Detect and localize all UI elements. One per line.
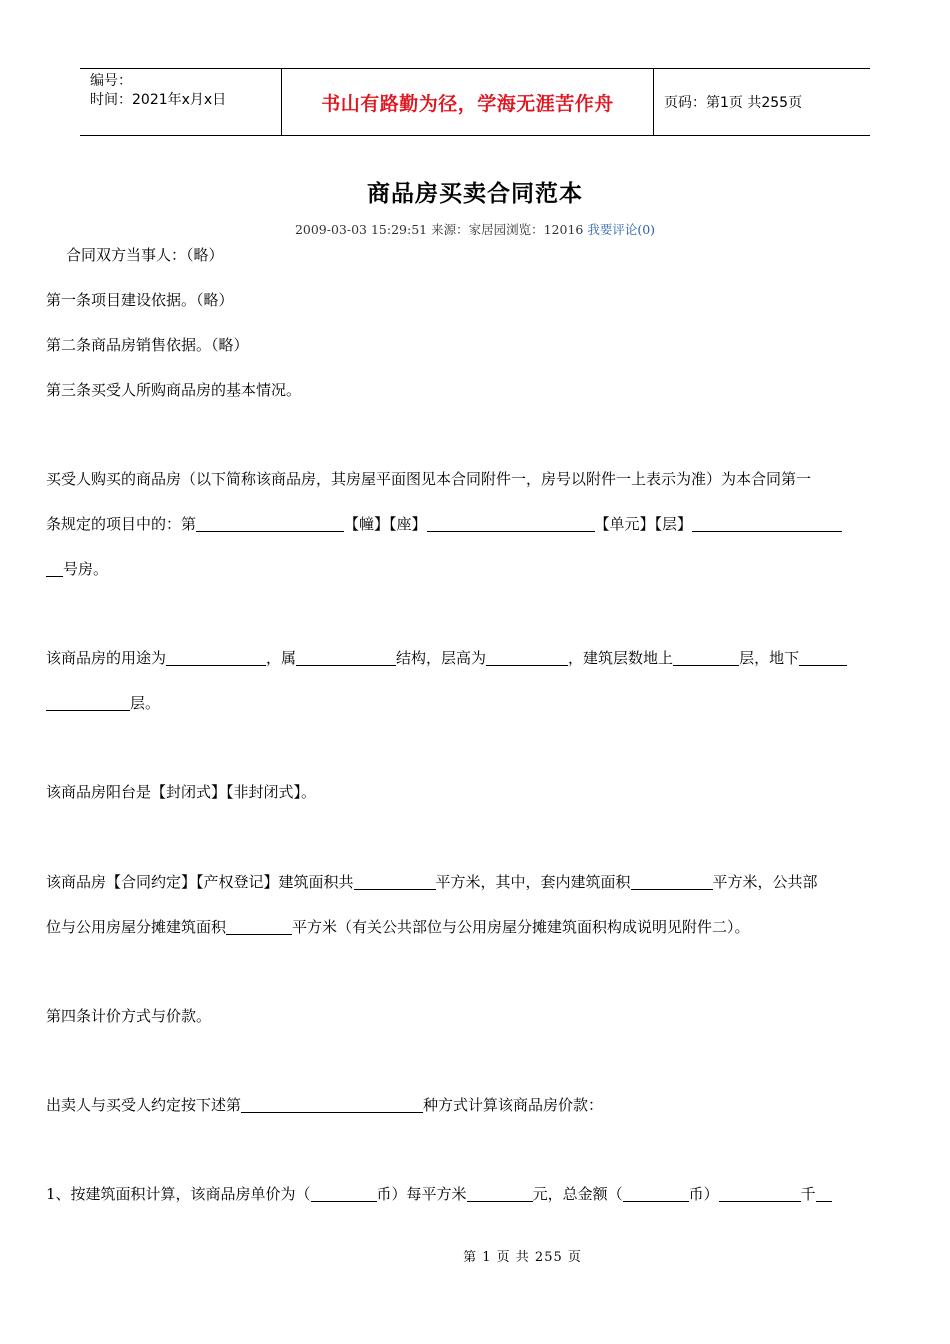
p5-text-b: 种方式计算该商品房价款： bbox=[423, 1096, 604, 1114]
p6-text-d: 币） bbox=[688, 1185, 719, 1203]
p6-text-b: 币）每平方米 bbox=[376, 1185, 467, 1203]
header-motto: 书山有路勤为径，学海无涯苦作舟 bbox=[281, 69, 654, 135]
p1-text-c: 【单元】【层】 bbox=[594, 515, 693, 533]
p2-text-f: 层。 bbox=[130, 694, 161, 712]
paragraph-3: 该商品房阳台是【封闭式】【非封闭式】。 bbox=[46, 783, 317, 801]
blank-floors-below-a[interactable] bbox=[799, 648, 847, 666]
blank-total-area[interactable] bbox=[354, 872, 436, 890]
header-time-label: 时间：2021年x月x日 bbox=[90, 92, 227, 108]
p2-text-c: 结构，层高为 bbox=[396, 649, 487, 667]
p2-text-a: 该商品房的用途为 bbox=[46, 649, 167, 667]
blank-floor-number[interactable] bbox=[692, 514, 842, 532]
p4-text-e: 平方米（有关公共部位与公用房屋分摊建筑面积构成说明见附件二）。 bbox=[292, 918, 750, 936]
paragraph-1-line-2 bbox=[46, 513, 906, 536]
blank-floors-below-b[interactable] bbox=[46, 693, 130, 711]
paragraph-4-line-2 bbox=[46, 916, 906, 939]
blank-currency-1[interactable] bbox=[311, 1184, 377, 1202]
blank-hundreds[interactable] bbox=[816, 1184, 832, 1202]
p6-text-a: 1、按建筑面积计算，该商品房单价为（ bbox=[46, 1185, 311, 1203]
p1-text-d: 号房。 bbox=[63, 560, 109, 578]
blank-room-number[interactable] bbox=[46, 559, 63, 577]
article-4: 第四条计价方式与价款。 bbox=[46, 1007, 212, 1025]
blank-usage[interactable] bbox=[166, 648, 266, 666]
blank-floor-height[interactable] bbox=[486, 648, 568, 666]
p2-text-e: 层，地下 bbox=[739, 649, 800, 667]
p1-text-b: 【幢】【座】 bbox=[344, 515, 427, 533]
p2-text-d: ，建筑层数地上 bbox=[568, 649, 674, 667]
header-left-cell bbox=[80, 69, 281, 135]
document-title: 商品房买卖合同范本 bbox=[367, 180, 583, 207]
blank-currency-2[interactable] bbox=[623, 1184, 689, 1202]
p4-text-c: 平方米，公共部 bbox=[712, 873, 818, 891]
header-number-label: 编号： bbox=[90, 73, 132, 89]
page-header bbox=[80, 68, 870, 136]
blank-building-number[interactable] bbox=[196, 514, 344, 532]
blank-structure[interactable] bbox=[296, 648, 396, 666]
blank-unit-price[interactable] bbox=[467, 1184, 533, 1202]
comment-link[interactable]: 我要评论(0) bbox=[587, 222, 656, 237]
paragraph-1-line-1: 买受人购买的商品房（以下简称该商品房，其房屋平面图见本合同附件一，房号以附件一上表示为准）为本合同第一 bbox=[46, 470, 812, 488]
article-1: 第一条项目建设依据。（略） bbox=[46, 291, 234, 309]
paragraph-4-line-1 bbox=[46, 871, 906, 894]
paragraph-1-line-3 bbox=[46, 558, 906, 581]
blank-method-number[interactable] bbox=[241, 1095, 423, 1113]
paragraph-2-line-1 bbox=[46, 647, 906, 670]
paragraph-5 bbox=[46, 1094, 906, 1117]
meta-text: 2009-03-03 15:29:51 来源：家居园浏览：12016 bbox=[294, 222, 588, 237]
p6-text-e: 千 bbox=[800, 1185, 816, 1203]
blank-floors-above[interactable] bbox=[673, 648, 739, 666]
p1-text-a: 条规定的项目中的：第 bbox=[46, 515, 197, 533]
p2-text-b: ，属 bbox=[266, 649, 297, 667]
paragraph-2-line-2 bbox=[46, 692, 906, 715]
blank-total-thousands[interactable] bbox=[719, 1184, 801, 1202]
page-footer: 第 1 页 共 255 页 bbox=[463, 1250, 582, 1265]
blank-unit-number[interactable] bbox=[427, 514, 595, 532]
blank-shared-area[interactable] bbox=[226, 917, 292, 935]
parties-line: 合同双方当事人：（略） bbox=[66, 246, 224, 264]
p4-text-d: 位与公用房屋分摊建筑面积 bbox=[46, 918, 227, 936]
paragraph-6 bbox=[46, 1183, 906, 1206]
p4-text-b: 平方米，其中，套内建筑面积 bbox=[435, 873, 631, 891]
p6-text-c: 元，总金额（ bbox=[532, 1185, 623, 1203]
document-meta bbox=[0, 220, 950, 238]
p4-text-a: 该商品房【合同约定】【产权登记】建筑面积共 bbox=[46, 873, 354, 891]
p5-text-a: 出卖人与买受人约定按下述第 bbox=[46, 1096, 242, 1114]
header-page-info: 页码：第1页 共255页 bbox=[664, 95, 803, 111]
blank-inner-area[interactable] bbox=[631, 872, 713, 890]
article-3: 第三条买受人所购商品房的基本情况。 bbox=[46, 381, 302, 399]
article-2: 第二条商品房销售依据。（略） bbox=[46, 336, 249, 354]
